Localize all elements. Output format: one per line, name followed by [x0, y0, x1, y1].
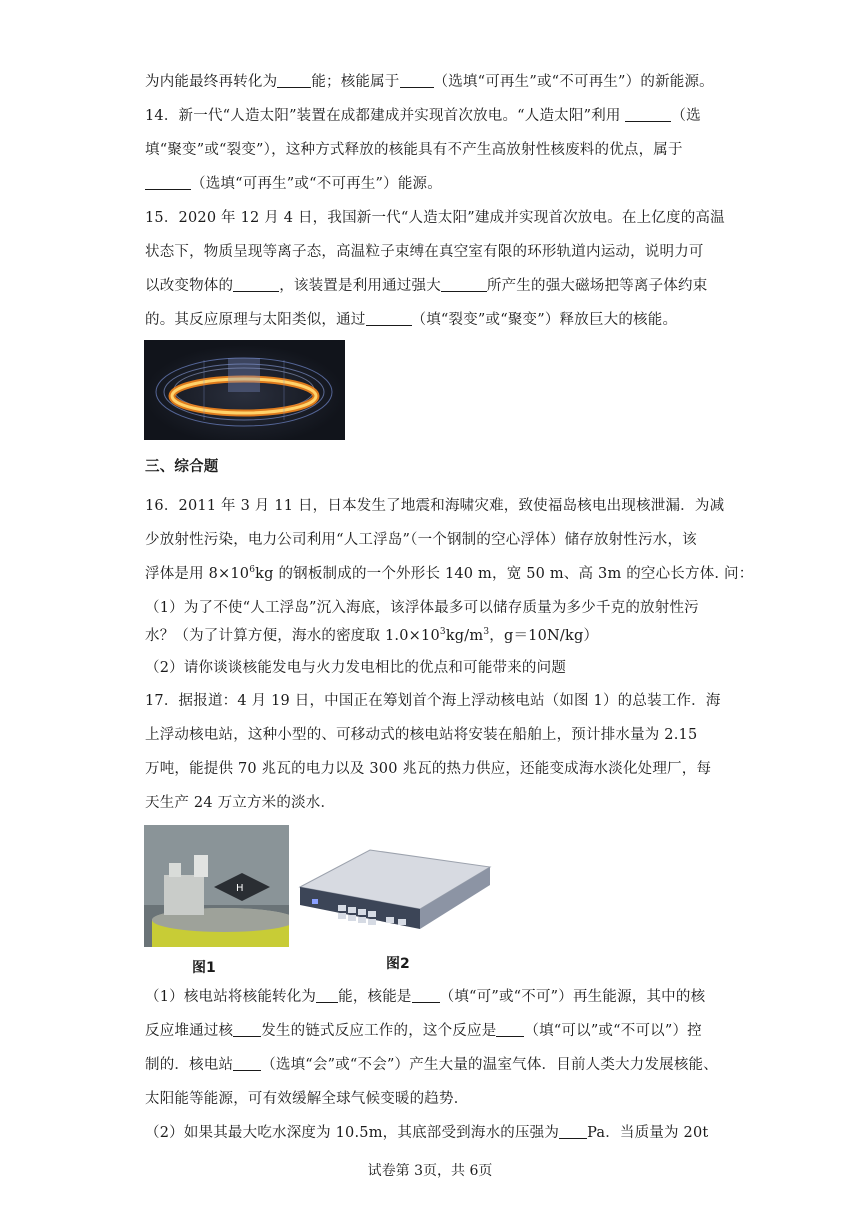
text-line: 天生产 24 万立方米的淡水．: [145, 795, 336, 811]
answer-blank[interactable]: [145, 175, 191, 190]
answer-blank[interactable]: [233, 277, 279, 292]
figure-1-caption: 图1: [192, 960, 216, 976]
svg-text:H: H: [236, 883, 244, 894]
text-line: （选填“可再生”或“不可再生”）能源。: [145, 174, 725, 194]
answer-blank[interactable]: [233, 1022, 261, 1037]
text-line: 浮体是用 $8\times 10^6kg$ 的钢板制成的一个外形长 140 m，宽 50 m、高 3m 的空心长方体. 问：: [145, 565, 754, 582]
network-switch-image: [290, 825, 495, 947]
answer-blank[interactable]: [400, 73, 434, 88]
answer-blank[interactable]: [625, 107, 671, 122]
text-line: 填“聚变”或“裂变”），这种方式释放的核能具有不产生高放射性核废料的优点，属于: [145, 142, 683, 158]
answer-blank[interactable]: [366, 311, 412, 326]
text-line: 反应堆通过核 发生的链式反应工作的，这个反应是 （填“可以”或“不可以”）控: [145, 1023, 702, 1039]
text-line: 状态下，物质呈现等离子态，高温粒子束缚在真空室有限的环形轨道内运动，说明力可: [145, 244, 704, 260]
text-line: 为内能最终再转化为 能；核能属于 （选填“可再生”或“不可再生”）的新能源。: [145, 74, 714, 90]
answer-blank[interactable]: [412, 988, 440, 1003]
text-line: 水？（为了计算方便，海水的密度取 $1.0\times 10^3kg/m^3$，g＝10N/kg）: [145, 627, 599, 644]
answer-blank[interactable]: [277, 73, 311, 88]
question-17-part1-line: （1）核电站将核能转化为 能，核能是 （填“可”或“不可”）再生能源，其中的核: [145, 989, 706, 1005]
section-heading: 三、综合题: [145, 459, 219, 475]
question-16-line: 16．2011 年 3 月 11 日，日本发生了地震和海啸灾难，致使福岛核电出现核泄漏．为减: [145, 498, 725, 514]
text-line: 制的．核电站 （选填“会”或“不会”）产生大量的温室气体．目前人类大力发展核能、: [145, 1057, 718, 1073]
text-line: （1）为了不使“人工浮岛”沉入海底，该浮体最多可以储存质量为多少千克的放射性污: [145, 600, 699, 616]
answer-blank[interactable]: [316, 988, 338, 1003]
text-line: 以改变物体的 ，该装置是利用通过强大 所产生的强大磁场把等离子体约束: [145, 278, 708, 294]
figure-2-caption: 图2: [386, 956, 410, 972]
question-17-part2-line: （2）如果其最大吃水深度为 10.5m，其底部受到海水的压强为 Pa．当质量为 20t: [145, 1125, 709, 1141]
answer-blank[interactable]: [441, 277, 487, 292]
question-14-line: 14．新一代“人造太阳”装置在成都建成并实现首次放电。“人造太阳”利用 （选: [145, 108, 701, 124]
text-line: （2）请你谈谈核能发电与火力发电相比的优点和可能带来的问题: [145, 660, 567, 676]
question-17-line: 17．据报道：4 月 19 日，中国正在筹划首个海上浮动核电站（如图 1）的总装工作．海: [145, 693, 721, 709]
answer-blank[interactable]: [496, 1022, 524, 1037]
text-line: 万吨，能提供 70 兆瓦的电力以及 300 兆瓦的热力供应，还能变成海水淡化处理厂，每: [145, 761, 712, 777]
question-15-line: 15．2020 年 12 月 4 日，我国新一代“人造太阳”建成并实现首次放电。在上亿度的高温: [145, 210, 725, 226]
fusion-torus-image: [144, 340, 345, 440]
text-line: 上浮动核电站，这种小型的、可移动式的核电站将安装在船舶上，预计排水量为 2.15: [145, 727, 698, 743]
text-line: 的。其反应原理与太阳类似，通过 （填“裂变”或“聚变”）释放巨大的核能。: [145, 312, 678, 328]
text-line: 太阳能等能源，可有效缓解全球气候变暖的趋势．: [145, 1091, 469, 1107]
answer-blank[interactable]: [233, 1056, 261, 1071]
text-line: 少放射性污染，电力公司利用“人工浮岛”（一个钢制的空心浮体）储存放射性污水，该: [145, 532, 697, 548]
answer-blank[interactable]: [559, 1124, 587, 1139]
page-footer: 试卷第 3页，共 6页: [367, 1163, 493, 1179]
floating-nuclear-plant-image: [144, 825, 289, 947]
